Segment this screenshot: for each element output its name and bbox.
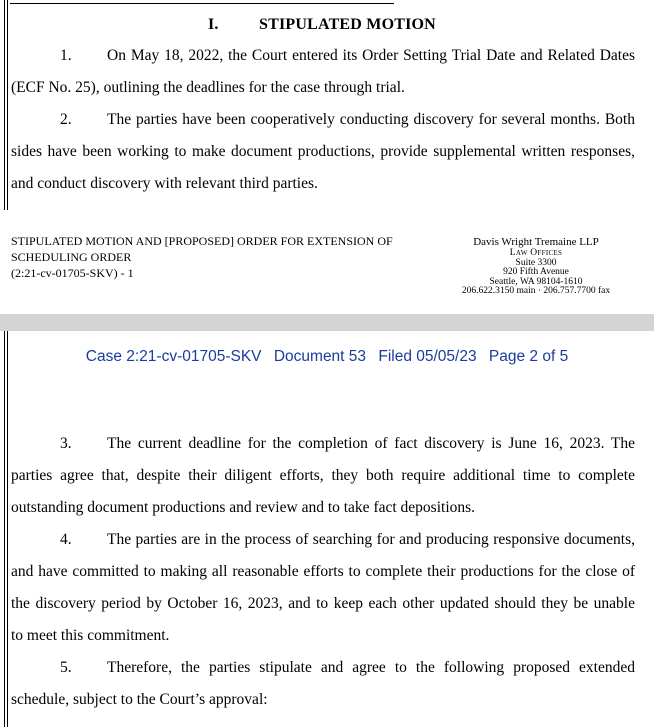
paragraph-number: 2. xyxy=(60,111,72,128)
paragraph-number: 3. xyxy=(60,435,72,452)
paragraph-line: the discovery period by October 16, 2023, and to keep each other updated should they be unable xyxy=(11,595,635,612)
paragraph-line: The current deadline for the completion of fact discovery is June 16, 2023. The xyxy=(107,435,635,452)
paragraph-line: The parties have been cooperatively conducting discovery for several months. Both xyxy=(107,111,635,128)
paragraph-line: (ECF No. 25), outlining the deadlines for the case through trial. xyxy=(11,79,405,96)
section-title: STIPULATED MOTION xyxy=(259,16,436,33)
paragraph-number: 5. xyxy=(60,659,72,676)
page-1 xyxy=(0,0,654,314)
paragraph-line: to meet this commitment. xyxy=(11,627,170,644)
firm-street: 920 Fifth Avenue xyxy=(503,267,569,277)
paragraph-line: The parties are in the process of searching for and producing responsive documents, xyxy=(107,531,635,548)
firm-suite: Suite 3300 xyxy=(515,257,557,268)
paragraph-number: 4. xyxy=(60,531,72,548)
section-heading xyxy=(208,16,436,34)
firm-name: Davis Wright Tremaine LLP xyxy=(473,236,599,248)
paragraph-line: On May 18, 2022, the Court entered its Order Setting Trial Date and Related Dates xyxy=(107,47,635,64)
page-2 xyxy=(0,331,654,727)
page-separator xyxy=(0,314,654,331)
rule-line xyxy=(10,3,394,4)
ecf-header xyxy=(0,348,654,366)
paragraph-line: outstanding document productions and review and to take fact depositions. xyxy=(11,499,476,516)
margin-line xyxy=(4,331,5,727)
footer-case-number: (2:21-cv-01705-SKV) - 1 xyxy=(11,266,134,280)
paragraph-number: 1. xyxy=(60,47,72,64)
filed-date: Filed 05/05/23 xyxy=(378,348,477,365)
case-number: Case 2:21-cv-01705-SKV xyxy=(85,348,262,365)
section-number: I. xyxy=(208,16,219,33)
margin-line xyxy=(4,0,5,210)
page-count: Page 2 of 5 xyxy=(488,348,569,365)
footer-title: SCHEDULING ORDER xyxy=(11,250,132,264)
footer-title: STIPULATED MOTION AND [PROPOSED] ORDER FOR EXTENSION OF xyxy=(11,234,393,248)
paragraph-line: sides have been working to make document productions, provide supplemental written responses, xyxy=(11,143,635,160)
paragraph-line: and have committed to making all reasonable efforts to complete their productions for the close of xyxy=(11,563,635,580)
law-firm-block xyxy=(458,236,614,297)
firm-city: Seattle, WA 98104-1610 xyxy=(489,276,583,287)
paragraph-line: Therefore, the parties stipulate and agree to the following proposed extended xyxy=(107,659,635,676)
paragraph-line: and conduct discovery with relevant third parties. xyxy=(11,175,318,192)
document-number: Document 53 xyxy=(273,348,367,365)
firm-offices: Law Offices xyxy=(509,248,563,258)
paragraph-line: schedule, subject to the Court’s approval: xyxy=(11,691,268,708)
margin-line xyxy=(7,331,8,727)
paragraph-line: parties agree that, despite their diligent efforts, they both require additional time to complete xyxy=(11,467,635,484)
margin-line xyxy=(7,0,8,210)
document-footer xyxy=(11,233,393,281)
firm-phone: 206.622.3150 main · 206.757.7700 fax xyxy=(461,286,611,296)
